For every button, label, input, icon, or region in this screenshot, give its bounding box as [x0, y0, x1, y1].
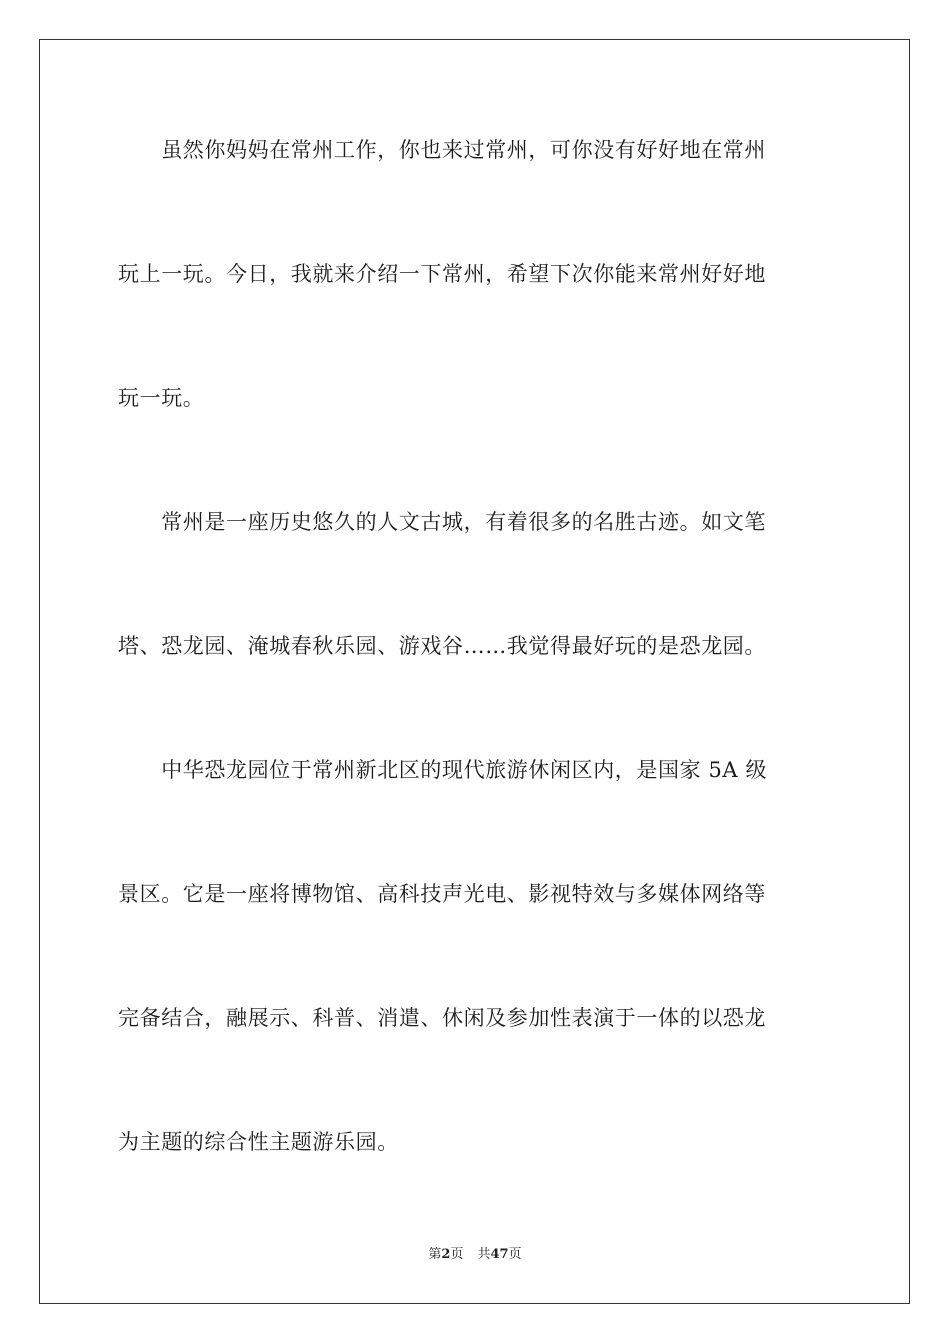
page-suffix: 页: [450, 1247, 464, 1262]
page-prefix: 第: [428, 1247, 442, 1262]
text-line-5: 塔、恐龙园、淹城春秋乐园、游戏谷……我觉得最好玩的是恐龙园。: [118, 634, 766, 658]
text-line-2: 玩上一玩。今日，我就来介绍一下常州，希望下次你能来常州好好地: [118, 262, 766, 286]
text-line-7: 景区。它是一座将博物馆、高科技声光电、影视特效与多媒体网络等: [118, 882, 766, 906]
total-suffix: 页: [508, 1247, 522, 1262]
text-line-3: 玩一玩。: [118, 386, 205, 410]
text-line-6: 中华恐龙园位于常州新北区的现代旅游休闲区内，是国家 5A 级: [118, 758, 768, 782]
page-total: 47: [490, 1247, 509, 1262]
page-footer: [0, 1246, 950, 1264]
total-prefix: 共: [477, 1247, 491, 1262]
text-line-9: 为主题的综合性主题游乐园。: [118, 1130, 399, 1154]
text-line-4: 常州是一座历史悠久的人文古城，有着很多的名胜古迹。如文笔: [118, 510, 766, 534]
text-line-8: 完备结合，融展示、科普、消遣、休闲及参加性表演于一体的以恐龙: [118, 1006, 766, 1030]
page-border: [39, 39, 910, 1304]
page-current: 2: [441, 1247, 451, 1262]
text-line-1: 虽然你妈妈在常州工作，你也来过常州，可你没有好好地在常州: [118, 138, 766, 162]
